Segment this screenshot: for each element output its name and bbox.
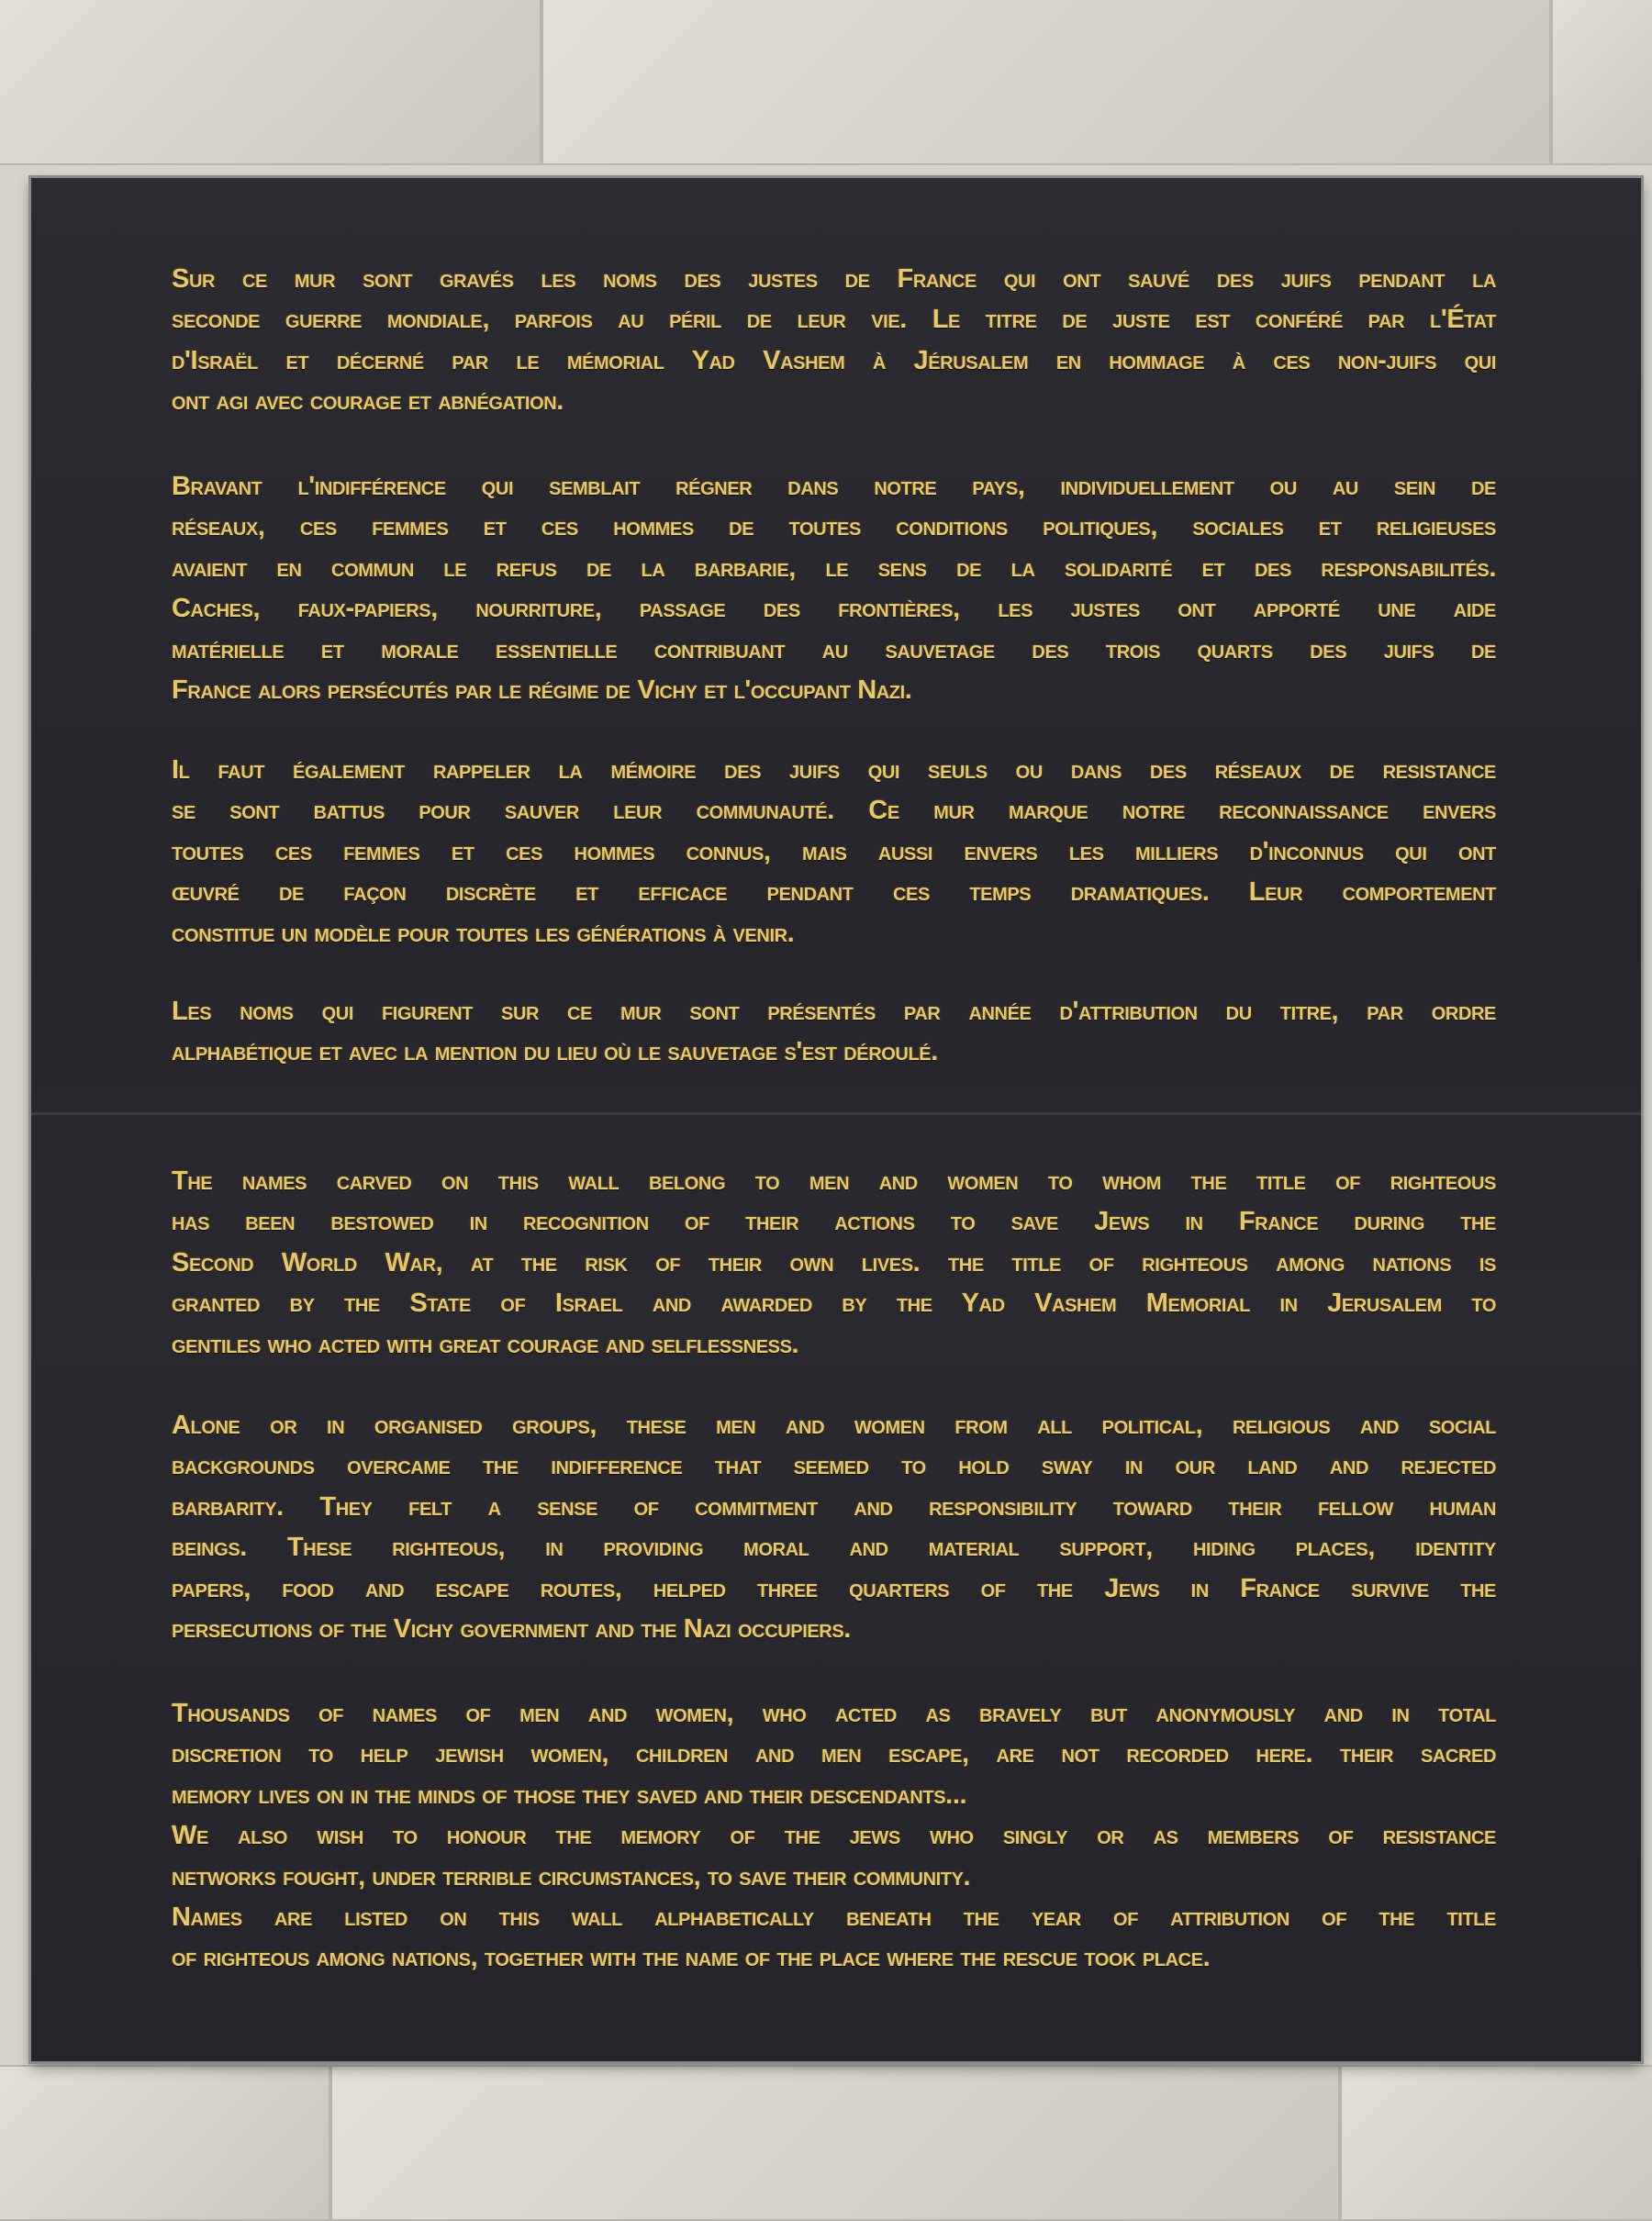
english-paragraph <box>172 1405 1496 1649</box>
text-line: beings. These righteous, in providing moral and material support, hiding places, identity <box>172 1533 1496 1563</box>
english-paragraph <box>172 1161 1496 1365</box>
text-line: France alors persécutés par le régime de Vichy et l'occupant Nazi. <box>172 675 912 705</box>
wall-stone <box>541 0 1551 165</box>
text-line: Thousands of names of men and women, who acted as bravely but anonymously and in total <box>172 1699 1496 1728</box>
text-line: barbarity. They felt a sense of commitment and responsibility toward their fellow human <box>172 1491 1496 1522</box>
text-line: d'Israël et décerné par le mémorial Yad Vashem à Jérusalem en hommage à ces non-juifs qui <box>172 345 1496 375</box>
text-line: réseaux, ces femmes et ces hommes de toutes conditions politiques, sociales et religieuses <box>172 512 1496 542</box>
text-line: The names carved on this wall belong to men and women to whom the title of righteous <box>172 1166 1496 1196</box>
wall-stone <box>0 2065 330 2221</box>
text-line: Second World War, at the risk of their own lives. the title of righteous among nations is <box>172 1247 1496 1278</box>
text-line: constitue un modèle pour toutes les générations à venir. <box>172 918 795 948</box>
text-line: Sur ce mur sont gravés les noms des justes de France qui ont sauvé des juifs pendant la <box>172 264 1496 294</box>
text-line: Caches, faux-papiers, nourriture, passage des frontières, les justes ont apporté une aide <box>172 594 1496 624</box>
text-line: avaient en commun le refus de la barbarie, le sens de la solidarité et des responsabilités. <box>172 552 1496 583</box>
text-line: Names are listed on this wall alphabetically beneath the year of attribution of the title <box>172 1902 1496 1932</box>
text-line: networks fought, under terrible circumstances, to save their community. <box>172 1861 971 1892</box>
text-line: Les noms qui figurent sur ce mur sont présentés par année d'attribution du titre, par ordre <box>172 997 1496 1026</box>
french-paragraph <box>172 991 1496 1073</box>
text-line: ont agi avec courage et abnégation. <box>172 386 564 417</box>
french-paragraph <box>172 259 1496 422</box>
text-line: memory lives on in the minds of those they saved and their descendants... <box>172 1780 967 1810</box>
text-line: persecutions of the Vichy government and the Nazi occupiers. <box>172 1613 851 1644</box>
french-paragraph <box>172 750 1496 954</box>
wall-stone <box>330 2065 1340 2221</box>
english-paragraph <box>172 1693 1496 1979</box>
text-line: toutes ces femmes et ces hommes connus, mais aussi envers les milliers d'inconnus qui ont <box>172 836 1496 866</box>
text-line: matérielle et morale essentielle contribuant au sauvetage des trois quarts des juifs de <box>172 634 1496 664</box>
text-line: se sont battus pour sauver leur communauté. Ce mur marque notre reconnaissance envers <box>172 796 1496 826</box>
text-line: Bravant l'indifférence qui semblait régner dans notre pays, individuellement ou au sein de <box>172 472 1496 501</box>
wall-stone <box>0 0 541 165</box>
text-line: has been bestowed in recognition of their actions to save Jews in France during the <box>172 1207 1496 1237</box>
plaque-seam <box>31 1112 1641 1115</box>
wall-stone <box>1551 0 1652 165</box>
text-line: alphabétique et avec la mention du lieu où le sauvetage s'est déroulé. <box>172 1037 938 1067</box>
text-line: backgrounds overcame the indifference that seemed to hold sway in our land and rejected <box>172 1451 1496 1481</box>
text-line: gentiles who acted with great courage and selflessness. <box>172 1329 799 1359</box>
text-line: granted by the State of Israel and awarded by the Yad Vashem Memorial in Jerusalem to <box>172 1289 1496 1319</box>
text-line: papers, food and escape routes, helped three quarters of the Jews in France survive the <box>172 1573 1496 1603</box>
wall-stone <box>1340 2065 1652 2221</box>
text-line: of righteous among nations, together with the name of the place where the rescue took place. <box>172 1943 1211 1973</box>
text-line: œuvré de façon discrète et efficace pendant ces temps dramatiques. Leur comportement <box>172 877 1496 908</box>
french-paragraph <box>172 466 1496 710</box>
text-line: seconde guerre mondiale, parfois au péril de leur vie. Le titre de juste est conféré par l'État <box>172 305 1496 335</box>
text-line: discretion to help jewish women, children and men escape, are not recorded here. their sacred <box>172 1739 1496 1769</box>
text-line: Il faut également rappeler la mémoire des juifs qui seuls ou dans des réseaux de resistance <box>172 755 1496 785</box>
text-line: Alone or in organised groups, these men and women from all political, religious and social <box>172 1411 1496 1440</box>
text-line: We also wish to honour the memory of the jews who singly or as members of resistance <box>172 1821 1496 1851</box>
